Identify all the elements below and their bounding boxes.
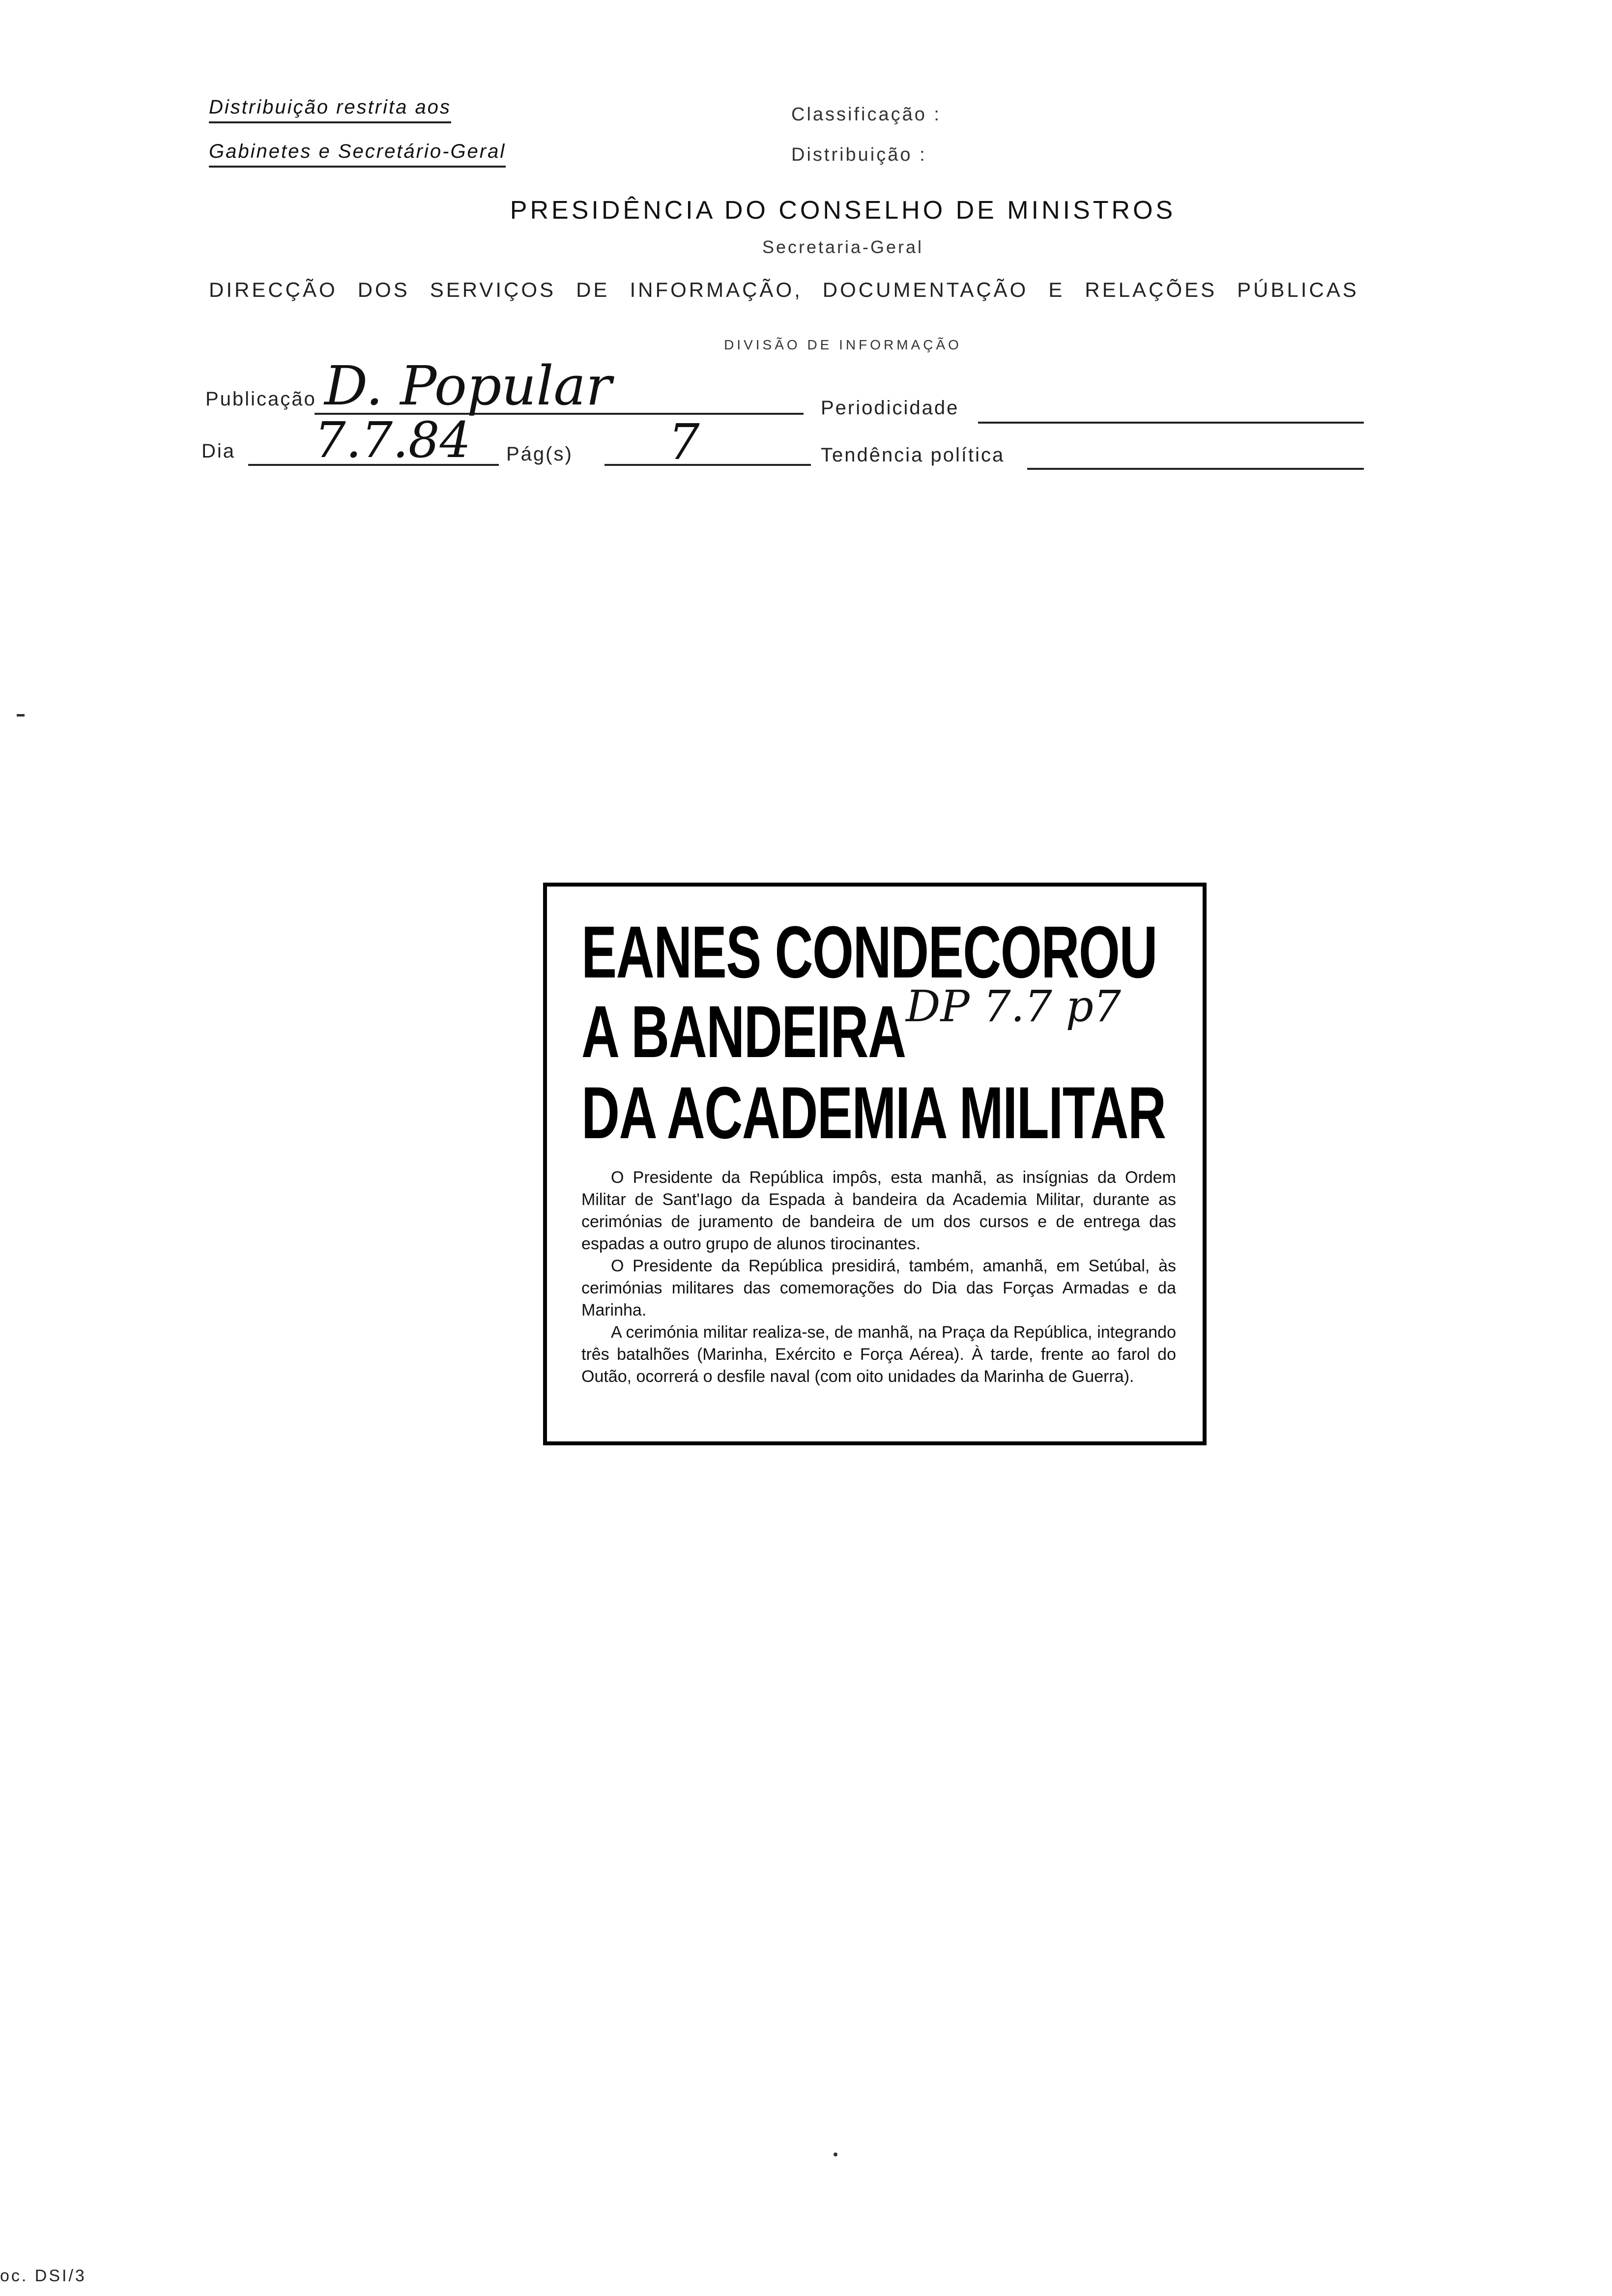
day-handwritten: 7.7.84: [315, 411, 471, 469]
division-label: DIVISÃO DE INFORMAÇÃO: [724, 337, 962, 352]
headline-line-1: EANES CONDECOROU: [581, 911, 1157, 993]
periodicity-label: Periodicidade: [821, 397, 959, 419]
political-tendency-line: [1027, 468, 1364, 470]
classification-label: Classificação :: [791, 104, 941, 125]
article-paragraph: A cerimónia militar realiza-se, de manhã, na Praça da República, integrando três batalhões (Marinha, Exército e Força Aérea). À tarde, frente ao farol do Outão, ocorrerá o desfile naval (com oito unidades da Marinha de Guerra).: [581, 1323, 1176, 1386]
directorate-word: DE: [576, 278, 610, 301]
pages-label: Pág(s): [506, 443, 573, 465]
day-label: Dia: [202, 440, 236, 462]
office-title: PRESIDÊNCIA DO CONSELHO DE MINISTROS: [510, 196, 1176, 225]
publication-handwritten: D. Popular: [324, 354, 612, 417]
margin-mark: [17, 714, 25, 717]
directorate-word: DIRECÇÃO: [209, 278, 338, 301]
document-code: oc. DSI/3: [0, 2267, 86, 2285]
political-tendency-label: Tendência política: [821, 444, 1005, 466]
directorate-word: INFORMAÇÃO,: [630, 278, 803, 301]
directorate-word: PÚBLICAS: [1237, 278, 1359, 301]
directorate-word: SERVIÇOS: [430, 278, 556, 301]
distribution-label: Distribuição :: [791, 144, 927, 165]
office-subtitle: Secretaria-Geral: [762, 237, 924, 257]
article-paragraph: O Presidente da República impôs, esta manhã, as insígnias da Ordem Militar de Sant'Iago da Espada à bandeira da Academia Militar, durante as cerimónias de juramento de bandeira de um dos cursos e de entrega das espadas a outro grupo de alunos tirocinantes.: [581, 1168, 1176, 1253]
directorate-word: E: [1048, 278, 1065, 301]
publication-label: Publicação: [205, 388, 317, 410]
scan-speck: [834, 2152, 837, 2156]
article-body: [581, 1167, 1176, 1388]
directorate-word: DOCUMENTAÇÃO: [822, 278, 1029, 301]
restricted-distribution-line-2: Gabinetes e Secretário-Geral: [209, 141, 506, 168]
clipping-handwritten-note: DP 7.7 p7: [906, 981, 1121, 1032]
directorate-word: RELAÇÕES: [1085, 278, 1217, 301]
directorate-line: [209, 278, 1359, 302]
article-paragraph: O Presidente da República presidirá, também, amanhã, em Setúbal, às cerimónias militares das comemorações do Dia das Forças Armadas e da Marinha.: [581, 1257, 1176, 1320]
pages-line: [604, 464, 811, 466]
newspaper-clipping: [543, 883, 1207, 1445]
headline-line-3: DA ACADEMIA MILITAR: [581, 1071, 1166, 1154]
headline-line-2: A BANDEIRA: [581, 990, 906, 1073]
directorate-word: DOS: [357, 278, 410, 301]
periodicity-line: [978, 422, 1364, 424]
pages-handwritten: 7: [668, 413, 700, 471]
restricted-distribution-line-1: Distribuição restrita aos: [209, 96, 451, 123]
